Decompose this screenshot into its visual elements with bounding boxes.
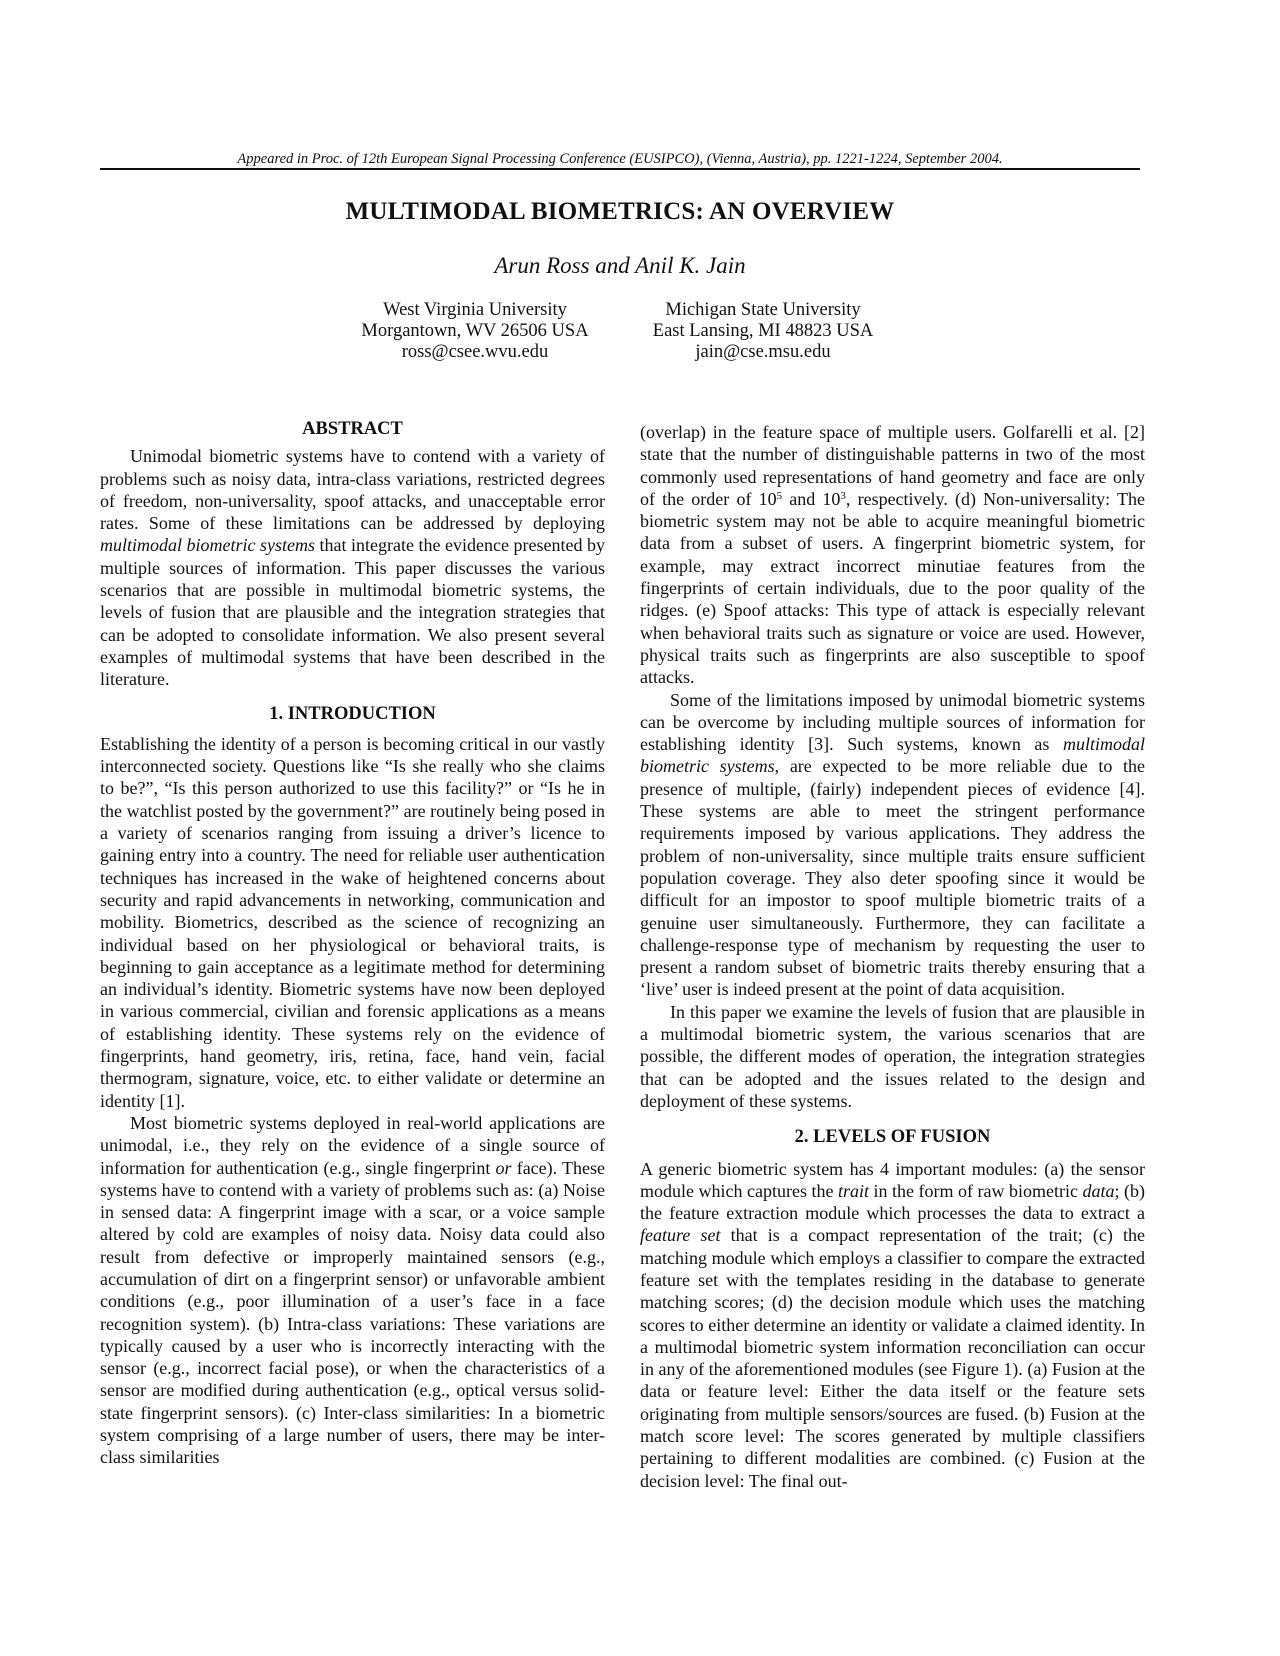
affiliation-university: Michigan State University bbox=[665, 300, 861, 320]
paper-authors: Arun Ross and Anil K. Jain bbox=[494, 253, 746, 278]
abstract-heading: ABSTRACT bbox=[302, 419, 403, 439]
affiliation-email: jain@cse.msu.edu bbox=[695, 342, 831, 362]
affiliation-email: ross@csee.wvu.edu bbox=[401, 342, 549, 362]
affiliation-wvu bbox=[340, 300, 610, 363]
citation-header: Appeared in Proc. of 12th European Signal Processing Conference (EUSIPCO), (Vienna, Austria), pp. 1221-1224, September 2004. bbox=[237, 151, 1003, 167]
affiliation-university: West Virginia University bbox=[383, 300, 567, 320]
intro-paragraph-4: Some of the limitations imposed by unimodal biometric systems can be overcome by including multiple sources of information for establishing identity [3]. Such systems, known as multimodal biometric systems, are expected to be more reliable due to the presence of multiple, (fairly) independent pieces of evidence [4]. These systems are able to meet the stringent performance requirements imposed by various applications. They address the problem of non-universality, since multiple traits ensure sufficient population coverage. They also deter spoofing since it would be difficult for an impostor to spoof multiple biometric traits of a genuine user simultaneously. Furthermore, they can facilitate a challenge-response type of mechanism by requesting the user to present a random subset of biometric traits thereby ensuring that a ‘live’ user is indeed present at the point of data acquisition. bbox=[640, 689, 1145, 1000]
intro-paragraph-5: In this paper we examine the levels of fusion that are plausible in a multimodal biometric system, the various scenarios that are possible, the different modes of operation, the integration strategies that can be adopted and the issues related to the design and deployment of these systems. bbox=[640, 1001, 1145, 1111]
header-rule bbox=[100, 168, 1140, 170]
left-column bbox=[100, 418, 605, 1469]
intro-paragraph-3: (overlap) in the feature space of multiple users. Golfarelli et al. [2] state that the number of distinguishable patterns in two of the most commonly used representations of hand geometry and face are only of the order of $10^5$ and $10^3$, respectively. (d) Non-universality: The biometric system may not be able to acquire meaningful biometric data from a subset of users. A fingerprint biometric system, for example, may extract incorrect minutiae features from the fingerprints of certain individuals, due to the poor quality of the ridges. (e) Spoof attacks: This type of attack is especially relevant when behavioral traits such as signature or voice are used. However, physical traits such as fingerprints are also susceptible to spoof attacks. bbox=[640, 422, 1145, 688]
affiliation-msu bbox=[628, 300, 898, 363]
fusion-paragraph-1: A generic biometric system has 4 important modules: (a) the sensor module which captures the trait in the form of raw biometric data; (b) the feature extraction module which processes the data to extract a feature set that is a compact representation of the trait; (c) the matching module which employs a classifier to compare the extracted feature set with the templates residing in the database to generate matching scores; (d) the decision module which uses the matching scores to either determine an identity or validate a claimed identity. In a multimodal biometric system information reconciliation can occur in any of the aforementioned modules (see Figure 1). (a) Fusion at the data or feature level: Either the data itself or the feature sets originating from multiple sensors/sources are fused. (b) Fusion at the match score level: The scores generated by multiple classifiers pertaining to different modalities are combined. (c) Fusion at the decision level: The final out- bbox=[640, 1158, 1145, 1491]
paper-title: MULTIMODAL BIOMETRICS: AN OVERVIEW bbox=[345, 198, 895, 225]
affiliation-address: Morgantown, WV 26506 USA bbox=[361, 321, 589, 341]
affiliation-address: East Lansing, MI 48823 USA bbox=[652, 321, 874, 341]
right-column bbox=[640, 421, 1145, 1492]
intro-paragraph-1: Establishing the identity of a person is becoming critical in our vastly interconnected society. Questions like “Is she really who she claims to be?”, “Is this person authorized to use this facility?” or “Is he in the watchlist posted by the government?” are routinely being posed in a variety of scenarios ranging from issuing a driver’s licence to gaining entry into a country. The need for reliable user authentication techniques has increased in the wake of heightened concerns about security and rapid advancements in networking, communication and mobility. Biometrics, described as the science of recognizing an individual based on her physiological or behavioral traits, is beginning to gain acceptance as a legitimate method for determining an individual’s identity. Biometric systems have now been deployed in various commercial, civilian and forensic applications as a means of establishing identity. These systems rely on the evidence of fingerprints, hand geometry, iris, retina, face, hand vein, facial thermogram, signature, voice, etc. to either validate or determine an identity [1]. bbox=[100, 733, 605, 1111]
intro-paragraph-2: Most biometric systems deployed in real-world applications are unimodal, i.e., they rely on the evidence of a single source of information for authentication (e.g., single fingerprint or face). These systems have to contend with a variety of problems such as: (a) Noise in sensed data: A fingerprint image with a scar, or a voice sample altered by cold are examples of noisy data. Noisy data could also result from defective or improperly maintained sensors (e.g., accumulation of dirt on a fingerprint sensor) or unfavorable ambient conditions (e.g., poor illumination of a user’s face in a face recognition system). (b) Intra-class variations: These variations are typically caused by a user who is incorrectly interacting with the sensor (e.g., incorrect facial pose), or when the characteristics of a sensor are modified during authentication (e.g., optical versus solid-state fingerprint sensors). (c) Inter-class similarities: In a biometric system comprising of a large number of users, there may be inter-class similarities bbox=[100, 1112, 605, 1468]
levels-of-fusion-heading: 2. LEVELS OF FUSION bbox=[794, 1127, 991, 1148]
abstract-paragraph: Unimodal biometric systems have to contend with a variety of problems such as noisy data, intra-class variations, restricted degrees of freedom, non-universality, spoof attacks, and unacceptable error rates. Some of these limitations can be addressed by deploying multimodal biometric systems that integrate the evidence presented by multiple sources of information. This paper discusses the various scenarios that are possible in multimodal biometric systems, the levels of fusion that are plausible and the integration strategies that can be adopted to consolidate information. We also present several examples of multimodal systems that have been described in the literature. bbox=[100, 446, 605, 690]
introduction-heading: 1. INTRODUCTION bbox=[269, 703, 436, 724]
